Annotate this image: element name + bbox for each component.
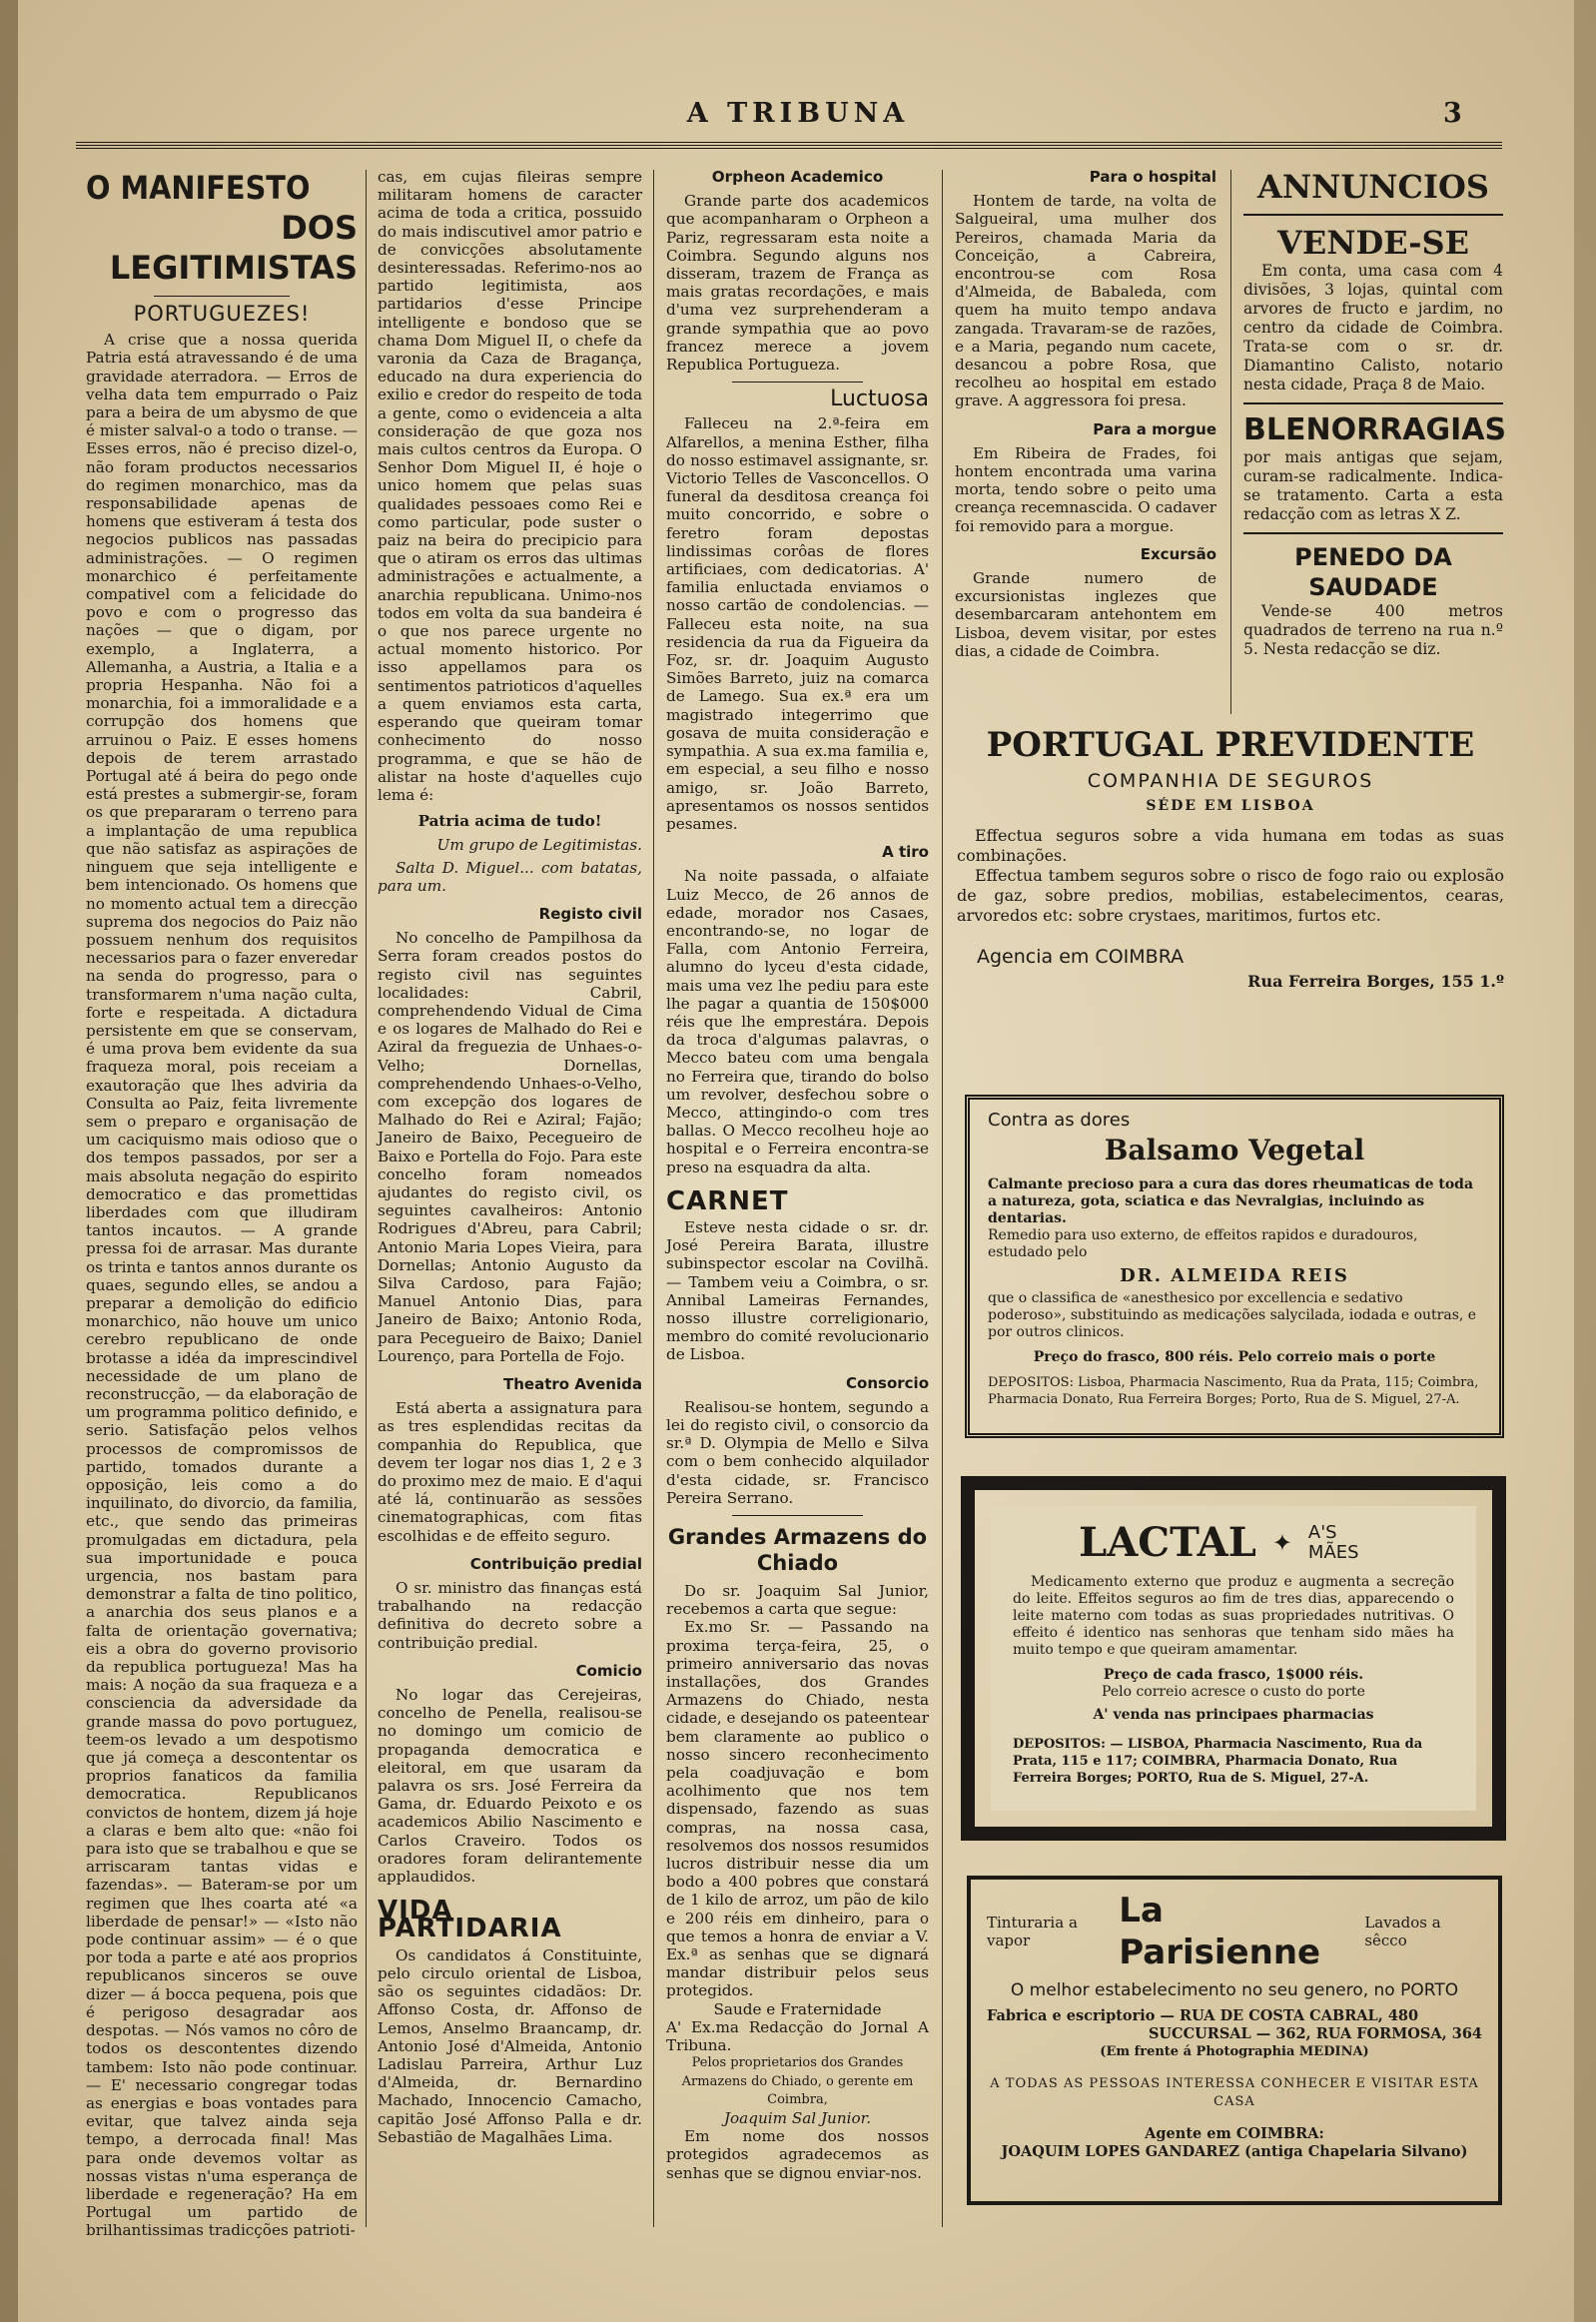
ad-title: PENEDO DA SAUDADE <box>1294 543 1452 601</box>
ad-top: Contra as dores <box>988 1110 1131 1131</box>
column-3 <box>666 168 929 2225</box>
section-title: VIDA PARTIDARIA <box>378 1896 562 1944</box>
ad-la-parisienne <box>967 1876 1502 2205</box>
section-title: CARNET <box>666 1185 789 1216</box>
section-title: Luctuosa <box>830 387 929 412</box>
ad-portugal-previdente <box>957 724 1504 991</box>
ad-price: Preço de cada frasco, 1$000 réis. <box>1103 1667 1364 1683</box>
letter-signature: Joaquim Sal Junior. <box>723 2108 872 2127</box>
divider <box>1243 532 1503 534</box>
section-title: Consorcio <box>846 1373 929 1392</box>
ad-title: PORTUGAL PREVIDENTE <box>986 725 1475 765</box>
ad-body: Calmante precioso para a cura das dores rheumaticas de toda a natureza, gota, sciatica e das Nevralgias, incluindo as dentarias. <box>988 1176 1474 1226</box>
column-4 <box>955 168 1216 712</box>
ad-title: La Parisienne <box>1119 1891 1321 1972</box>
ad-right: Lavados a sêcco <box>1364 1914 1441 1949</box>
headline-1: O MANIFESTO <box>86 169 311 207</box>
ad-left: Tinturaria a vapor <box>987 1914 1078 1949</box>
section-body: Os candidatos á Constituinte, pelo circulo oriental de Lisboa, são os seguintes cidadãos: Dr. Affonso Costa, dr. Affonso de Lemos, Anselmo Braancamp, dr. Antonio José d'Almeida, Antonio Ladislau Parreira, Arthur Luz d'Almeida, dr. Bernardino Machado, Innocencio Camacho, capitão José Affonso Palla e dr. Sebastião de Magalhães Lima. <box>378 1945 642 2146</box>
divider <box>732 1515 864 1516</box>
ad-doctor: DR. ALMEIDA REIS <box>1120 1265 1349 1286</box>
page-edge-left <box>0 0 18 2322</box>
section-title: Theatro Avenida <box>502 1375 642 1393</box>
column-2 <box>378 168 642 2225</box>
letter-greeting: Saude e Fraternidade <box>713 1999 882 2018</box>
ad-agent: Agente em COIMBRA: <box>1145 2125 1324 2142</box>
ad-body: Vende-se 400 metros quadrados de terreno na rua n.º 5. Nesta redacção se diz. <box>1243 602 1503 658</box>
section-body: Grande numero de excursionistas inglezes que desembarcaram antehontem em Lisboa, devem visitar, por estes dias, a cidade de Coimbra. <box>955 569 1216 660</box>
motto: Patria acima de tudo! <box>417 812 602 831</box>
star-icon: ✦ <box>1271 1528 1292 1557</box>
ad-agency: Agencia em COIMBRA <box>977 946 1185 968</box>
column-5 <box>1243 168 1507 712</box>
section-title: Registo civil <box>538 904 642 923</box>
ad-porte: Pelo correio acresce o custo do porte <box>1102 1684 1365 1700</box>
section-body: Esteve nesta cidade o sr. dr. José Pereira Barata, illustre subinspector escolar na Covilhã. — Tambem veiu a Coimbra, o sr. Annibal Lameiras Fernandes, nosso illustre correligionario, membro do comité revolucionario de Lisboa. <box>666 1217 929 1364</box>
subhead: PORTUGUEZES! <box>133 302 311 326</box>
ad-depots: DEPOSITOS: — LISBOA, Pharmacia Nascimento, Rua da Prata, 115 e 117; COIMBRA, Pharmacia Donato, Rua Ferreira Borges; PORTO, Rua de S. Miguel, 27-A. <box>1013 1737 1423 1786</box>
column-rule <box>653 170 654 2227</box>
ad-seat: SÉDE EM LISBOA <box>1146 798 1315 814</box>
section-title: Para a morgue <box>1093 419 1216 438</box>
article-body-cont: cas, em cujas fileiras sempre militaram homens de caracter acima de toda a critica, possuido do mais indiscutivel amor patrio e de convicções absolutamente desinteressadas. Referimo-nos ao partido legitimista, aos partidarios d'esse Principe intelligente e bondoso que se chama Dom Miguel II, o chefe da varonia da Caza de Bragança, educado na dura experiencia do exilio e credor do respeito de toda a gente, como o evidenceia a alta consideração de que goza nos mais cultos centros da Europa. O Senhor Dom Miguel II, é hoje o unico homem que pelas suas qualidades pessoaes como Rei e como particular, pode suster o paiz na beira do precipicio para que o atiram os erros das ultimas administrações e actualmente, a anarchia republicana. Unimo-nos todos em volta da sua bandeira é o que nos parece urgente no actual momento historico. Por isso appellamos para os sentimentos patrioticos d'aquelles a quem enviamos esta carta, esperando que queiram tomar conhecimento do nosso programma, e que se hão de alistar na hoste d'aquelles cujo lema é: <box>378 168 642 804</box>
ad-body: Medicamento externo que produz e augmenta a secreção do leite. Effeitos seguros ao fim de tres dias, apparecendo o leite materno com todas as suas propriedades nutritivas. O effeito é identico nas senhoras que tenham sido mães ha muito tempo e que queiram amamentar. <box>1013 1574 1454 1658</box>
section-body: No logar das Cerejeiras, concelho de Penella, realisou-se no domingo um comicio de propaganda democratica e eleitoral, em que usaram da palavra os srs. José Ferreira da Gama, dr. Eduardo Peixoto e os academicos Abilio Nascimento e Carlos Craveiro. Todos os oradores foram delirantemente applaudidos. <box>378 1686 642 1887</box>
ad-address: Rua Ferreira Borges, 155 1.º <box>1247 972 1504 991</box>
section-title: Comicio <box>575 1661 642 1680</box>
divider <box>732 382 864 383</box>
ad-side: A'S MÃES <box>1307 1522 1359 1563</box>
ad-body: Effectua seguros sobre a vida humana em todas as suas combinações. <box>957 826 1504 865</box>
section-body: O sr. ministro das finanças está trabalhando na redacção definitiva do decreto sobre a contribuição predial. <box>378 1579 642 1652</box>
letter-closing: Em nome dos nossos protegidos agradecemos as senhas que se dignou enviar-nos. <box>666 2127 929 2182</box>
masthead-title: A TRIBUNA <box>686 98 910 129</box>
letter-recipient: A' Ex.ma Redacção do Jornal A Tribuna. <box>666 2017 929 2055</box>
ad-lactal <box>961 1476 1506 1841</box>
ad-title: Balsamo Vegetal <box>1104 1134 1365 1166</box>
signature: Um grupo de Legitimistas. <box>436 836 642 855</box>
ad-depots: DEPOSITOS: Lisboa, Pharmacia Nascimento, Rua da Prata, 115; Coimbra, Pharmacia Donato, Rua Ferreira Borges; Porto, Rua de S. Miguel, 27-A. <box>988 1375 1479 1407</box>
section-body: Na noite passada, o alfaiate Luiz Mecco, de 26 annos de edade, morador nos Casaes, encontrando-se, no logar de Falla, com Antonio Ferreira, alumno do lyceu d'esta cidade, mais uma vez lhe pediu para este lhe pagar a quantia de 150$000 réis que lhe emprestára. Depois da troca d'algumas palavras, o Mecco bateu com uma bengala no Ferreira que, tirando do bolso um revolver, desfechou sobre o Mecco, attingindo-o com tres ballas. O Mecco recolheu hoje ao hospital e o Ferreira encontra-se preso na esquadra da alta. <box>666 867 929 1176</box>
letter-from: Pelos proprietarios dos Grandes Armazens do Chiado, o gerente em Coimbra, <box>681 2055 914 2107</box>
ad-line: (Em frente á Photographia MEDINA) <box>1100 2044 1369 2059</box>
masthead-rule <box>76 142 1502 149</box>
joke: Salta D. Miguel... com batatas, para um. <box>378 858 642 895</box>
column-1 <box>86 168 358 2240</box>
section-body: Grande parte dos academicos que acompanharam o Orpheon a Pariz, regressaram esta noite a Coimbra. Segundo alguns nos disseram, trazem de França as mais gratas recordações, e mais d'uma vez surprehenderam a grande sympathia que ao povo francez merece a jovem Republica Portugueza. <box>666 192 929 375</box>
annuncios-header: ANNUNCIOS <box>1257 168 1489 206</box>
ad-body: Remedio para uso externo, de effeitos rapidos e duradouros, estudado pelo <box>988 1227 1418 1260</box>
page-edge-right <box>1574 0 1596 2322</box>
section-body: No concelho de Pampilhosa da Serra foram creados postos do registo civil nas seguintes localidades: Cabril, comprehendendo Vidual de Cima e os logares de Malhado do Rei e Aziral da freguezia de Unhaes-o-Velho; Dornellas, comprehendendo Unhaes-o-Velho, com excepção dos logares de Malhado do Rei e Aziral; Fajão; Janeiro de Baixo, Pecegueiro de Baixo e Portella do Fojo. Para este concelho foram nomeados ajudantes do registo civil, os seguintes cavalheiros: Antonio Rodrigues d'Abreu, para Cabril; Antonio Maria Lopes Vieira, para Dornellas; Antonio Augusto da Silva Cardoso, para Fajão; Manuel Antonio Dias, para Janeiro de Baixo; Antonio Roda, para Pecegueiro de Baixo; Daniel Lourenço, para Portella de Fojo. <box>378 929 642 1365</box>
section-body: Falleceu na 2.ª-feira em Alfarellos, a menina Esther, filha do nosso estimavel assignante, sr. Victorio Telles de Vasconcellos. O funeral da desditosa creança foi muito concorrido, e sobre o feretro foram depostas lindissimas corôas de flores artificiaes, com dedicatorias. A' familia enluctada enviamos o nosso cartão de condolencias. — Falleceu esta noite, na sua residencia da rua da Figueira da Foz, sr. dr. Joaquim Augusto Simões Barreto, juiz na comarca de Lamego. Sua ex.ª era um magistrado integerrimo que gosava de muita consideração e sympathia. A sua ex.ma familia e, em especial, a seu filho e nosso amigo, sr. João Barreto, apresentamos os nossos sentidos pesames. <box>666 414 929 833</box>
ad-body: Effectua tambem seguros sobre o risco de fogo raio ou explosão de gaz, sobre predios, mobilias, estabelecimentos, cearas, arvoredos etc: sobre crystaes, maritimos, furtos etc. <box>957 866 1504 925</box>
headline-2: DOS LEGITIMISTAS <box>109 209 358 287</box>
divider <box>1243 214 1503 216</box>
ad-title: VENDE-SE <box>1277 224 1469 262</box>
ad-title: LACTAL <box>1079 1519 1256 1566</box>
ad-line: Fabrica e escriptorio — RUA DE COSTA CABRAL, 480 <box>987 2007 1419 2024</box>
letter-intro: Do sr. Joaquim Sal Junior, recebemos a carta que segue: <box>666 1582 929 1619</box>
divider <box>154 296 290 297</box>
column-rule <box>366 170 367 2227</box>
section-body: Realisou-se hontem, segundo a lei do registo civil, o consorcio da sr.ª D. Olympia de Mello e Silva com o bem conhecido alquilador d'esta cidade, sr. Francisco Pereira Serrano. <box>666 1397 929 1507</box>
ad-line: SUCCURSAL — 362, RUA FORMOSA, 364 <box>1148 2025 1482 2042</box>
ad-venda: A' venda nas principaes pharmacias <box>1093 1707 1374 1723</box>
section-body: Hontem de tarde, na volta de Salgueiral, uma mulher dos Pereiros, chamada Maria da Conceição, a Cabreira, encontrou-se com Rosa d'Almeida, de Babaleda, com quem ha muito tempo andava zangada. Travaram-se de razões, e a Maria, pegando num cacete, desancou a pobre Rosa, que recolheu ao hospital em estado grave. A aggressora foi presa. <box>955 192 1216 410</box>
section-body: Em Ribeira de Frades, foi hontem encontrada uma varina morta, tendo sobre o peito uma creança recemnascida. O cadaver foi removido para a morgue. <box>955 443 1216 535</box>
ad-body: que o classifica de «anesthesico por excellencia e sedativo poderoso», substituindo as medicações salycilada, iodada e outras, e por outros clinicos. <box>988 1290 1477 1340</box>
ad-company: COMPANHIA DE SEGUROS <box>1087 770 1374 792</box>
section-title: Contribuição predial <box>469 1554 642 1573</box>
ad-tagline: O melhor estabelecimento no seu genero, no PORTO <box>1010 1980 1459 2000</box>
ad-agent-name: JOAQUIM LOPES GANDAREZ (antiga Chapelaria Silvano) <box>1001 2143 1468 2160</box>
section-title: A tiro <box>882 843 929 862</box>
section-title: Grandes Armazens do Chiado <box>667 1525 928 1576</box>
column-rule <box>942 170 943 2227</box>
ad-lactal-inner <box>991 1506 1476 1811</box>
section-body: Está aberta a assignatura para as tres esplendidas recitas da companhia do Republica, que devem ter logar nos dias 1, 2 e 3 do proximo mez de maio. E d'aqui até lá, continuarão as sessões cinematographicas, com fitas escolhidas e de effeito seguro. <box>378 1399 642 1545</box>
section-title: Excursão <box>1140 544 1216 563</box>
section-title: Orpheon Academico <box>711 168 884 186</box>
ad-title: BLENORRAGIAS <box>1243 412 1507 447</box>
divider <box>1243 402 1503 404</box>
ad-body: Em conta, uma casa com 4 divisões, 3 lojas, quintal com arvores de fructo e jardim, no centro da cidade de Coimbra. Trata-se com o sr. dr. Diamantino Calisto, notario nesta cidade, Praça 8 de Maio. <box>1243 262 1503 393</box>
ad-line: A TODAS AS PESSOAS INTERESSA CONHECER E VISITAR ESTA CASA <box>990 2076 1479 2109</box>
column-rule <box>1230 170 1231 714</box>
ad-balsamo-vegetal <box>965 1095 1504 1438</box>
article-body: A crise que a nossa querida Patria está atravessando é de uma gravidade aterradora. — Erros de velha data tem empurrado o Paiz para a beira de um abysmo de que é mister salval-o a todo o transe. — Esses erros, não é preciso dizel-o, não foram productos necessarios do regimen monarchico, mas da responsabilidade apenas de homens que estiveram á testa dos negocios publicos nas passadas administrações. — O regimen monarchico é perfeitamente compativel com a felicidade do povo e com o progresso das nações — que o digam, por exemplo, a Inglaterra, a Allemanha, a Austria, a Italia e a propria Hespanha. Não foi a monarchia, foi a immoralidade e a corrupção dos homens que arruinou o Paiz. E esses homens depois de terem arrastado Portugal até á beira do pego onde está prestes a submergir-se, foram os que prepararam o terreno para a implantação de uma republica que não satisfaz as aspirações de ninguem que seja intelligente e bem intencionado. Os homens que no momento actual tem a direcção suprema dos negocios do Paiz não possuem nenhum dos requisitos necessarios para o fazer enveredar na senda do progresso, para o transformarem n'uma nação culta, forte e respeitada. A dictadura persistente em que se conservam, é uma prova bem evidente da sua fraqueza moral, pois receiam a exautoração que lhes adviria da Consulta ao Paiz, feita livremente sem o preparo e organisação de um caciquismo mais odioso que o dos tempos passados, por ser a mais absoluta negação do espirito democratico e das promettidas liberdades com que illudiram tantos incautos. — A grande pressa foi de arrasar. Mas durante os trinta e tantos annos durante os quaes, segundo elles, se andou a preparar a demolição do edificio monarchico, não houve um unico cerebro republicano de onde brotasse a idéa da imprescindivel necessidade de um plano de reconstrucção, — da elaboração de um programma politico definido, e serio. Satisfação pelos velhos processos de compromissos de partido, tomados durante a opposição, leis como a do inquilinato, do divorcio, da familia, etc., que sendo das primeiras promulgadas em dictadura, pela sua importunidade e pouca urgencia, nos bastam para demonstrar a falta de tino politico, a anarchia dos seus planos e a falta de orientação governativa; eis a obra do governo provisorio da republica portugueza! Mas ha mais: A noção da sua fraqueza e a consciencia da adversidade da grande massa do povo portuguez, teem-os levado a um despotismo que já começa a descontentar os proprios fanaticos da familia democratica. Republicanos convictos de hontem, dizem já hoje a claras e bem alto que: «não foi para isto que se trabalhou e que se arriscaram tantas vidas e fazendas». — Bateram-se por um regimen que lhes coarta até «a liberdade de pensar!» — «Isto não pode continuar assim» — é o que por toda a parte e até aos proprios republicanos sinceros se ouve dizer — á bocca pequena, pois que é perigoso desagradar aos despotas. — Nós vamos no côro de todos os descontentes dizendo tambem: Isto não pode continuar. — E' necessario congregar todas as energias e boas vontades para evitar, que talvez ainda seja tempo, a derrocada final! Mas para onde devemos voltar as nossas vistas n'uma esperança de liberdade e regeneração? Ha em Portugal um partido de brilhantissimas tradicções patrioti- <box>86 331 358 2240</box>
page-number: 3 <box>1443 98 1462 129</box>
letter-body: Ex.mo Sr. — Passando na proxima terça-feira, 25, o primeiro anniversario das novas installações, dos Grandes Armazens do Chiado, nesta cidade, e desejando os pateentear bem claramente ao publico o nosso sincero reconhecimento pela coadjuvação e bom acolhimento que nos tem dispensado, fazendo as suas compras, na nossa casa, resolvemos dos nossos resumidos lucros distribuir nesse dia um bodo a 400 pobres que constará de 1 kilo de arroz, um pão de kilo e 200 réis em dinheiro, para o que temos a honra de enviar a V. Ex.ª as senhas que se dignará mandar distribuir pelos seus protegidos. <box>666 1618 929 2000</box>
ad-body: por mais antigas que sejam, curam-se radicalmente. Indica-se tratamento. Carta a esta redacção com as letras X Z. <box>1243 448 1503 523</box>
section-title: Para o hospital <box>1089 168 1216 186</box>
ad-price: Preço do frasco, 800 réis. Pelo correio mais o porte <box>1033 1349 1436 1365</box>
